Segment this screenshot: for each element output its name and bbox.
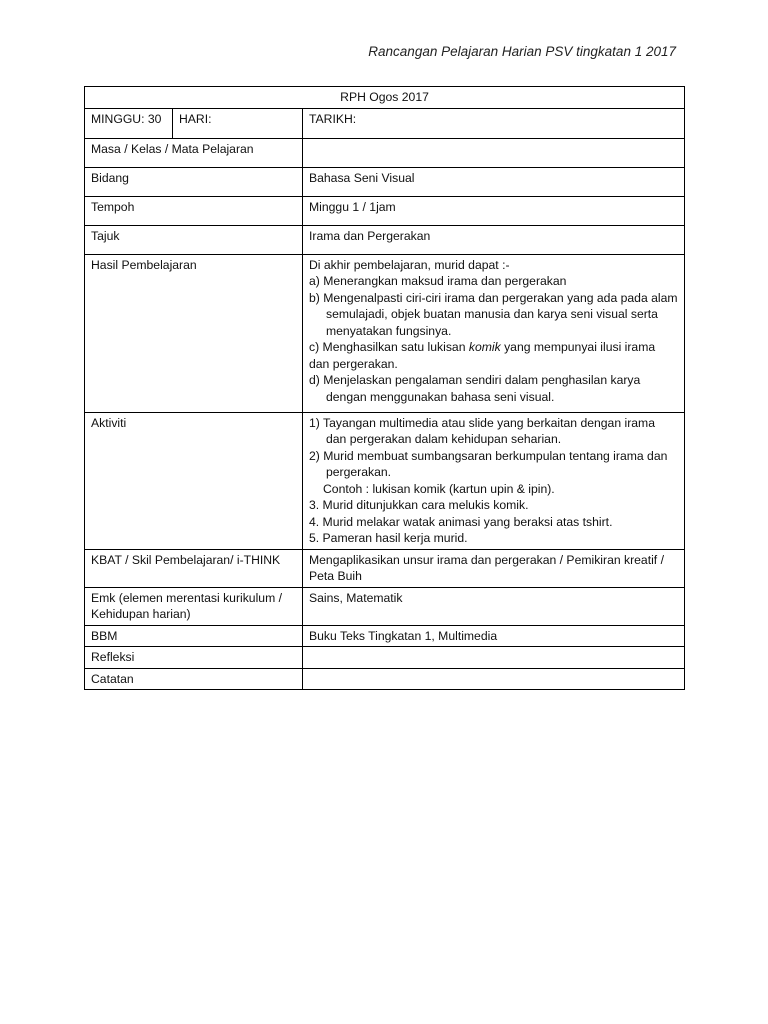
- aktiviti-contoh: Contoh : lukisan komik (kartun upin & ipin).: [323, 481, 555, 496]
- catatan-label: Catatan: [85, 668, 303, 690]
- hasil-item-a: a) Menerangkan maksud irama dan pergerakan: [309, 274, 567, 288]
- catatan-value: [303, 668, 685, 690]
- aktiviti-item-2: 2) Murid membuat sumbangsaran berkumpulan tentang irama dan pergerakan.: [309, 448, 668, 479]
- table-row: [85, 254, 685, 412]
- emk-value: Sains, Matematik: [303, 587, 685, 625]
- document-header: Rancangan Pelajaran Harian PSV tingkatan 1 2017: [368, 44, 676, 59]
- refleksi-value: [303, 647, 685, 669]
- hari-cell: HARI:: [173, 108, 303, 138]
- aktiviti-value: [303, 412, 685, 549]
- tempoh-value: Minggu 1 / 1jam: [303, 196, 685, 225]
- table-row: [85, 167, 685, 196]
- table-row: [85, 412, 685, 549]
- table-row: [85, 196, 685, 225]
- minggu-cell: MINGGU: 30: [85, 108, 173, 138]
- aktiviti-item-5: 5. Pameran hasil kerja murid.: [309, 531, 468, 545]
- masa-value: [303, 138, 685, 167]
- refleksi-label: Refleksi: [85, 647, 303, 669]
- table-row: [85, 587, 685, 625]
- tarikh-cell: TARIKH:: [303, 108, 685, 138]
- hasil-intro: Di akhir pembelajaran, murid dapat :-: [309, 257, 510, 272]
- aktiviti-item-3: 3. Murid ditunjukkan cara melukis komik.: [309, 498, 529, 512]
- bidang-label: Bidang: [85, 167, 303, 196]
- hasil-item-c-em: komik: [468, 340, 501, 354]
- kbat-label: KBAT / Skil Pembelajaran/ i-THINK: [85, 549, 303, 587]
- table-row: [85, 625, 685, 647]
- emk-label: Emk (elemen merentasi kurikulum / Kehidupan harian): [85, 587, 303, 625]
- tempoh-label: Tempoh: [85, 196, 303, 225]
- masa-label: Masa / Kelas / Mata Pelajaran: [85, 138, 303, 167]
- table-row: [85, 225, 685, 254]
- tajuk-label: Tajuk: [85, 225, 303, 254]
- hasil-item-d: d) Menjelaskan pengalaman sendiri dalam penghasilan karya dengan menggunakan bahasa seni visual.: [309, 373, 641, 404]
- aktiviti-item-4: 4. Murid melakar watak animasi yang beraksi atas tshirt.: [309, 514, 613, 529]
- table-row: [85, 549, 685, 587]
- bidang-value: Bahasa Seni Visual: [303, 167, 685, 196]
- hasil-item-c: [309, 339, 678, 372]
- hasil-item-c-post: yang mempunyai ilusi irama dan pergerakan.: [309, 340, 656, 371]
- hasil-label: Hasil Pembelajaran: [85, 254, 303, 412]
- aktiviti-item-1: 1) Tayangan multimedia atau slide yang berkaitan dengan irama dan pergerakan dalam kehidupan seharian.: [309, 415, 655, 446]
- rph-table: [84, 86, 685, 690]
- kbat-value: Mengaplikasikan unsur irama dan pergerakan / Pemikiran kreatif / Peta Buih: [303, 549, 685, 587]
- tajuk-value: Irama dan Pergerakan: [303, 225, 685, 254]
- table-title: RPH Ogos 2017: [85, 87, 685, 109]
- bbm-label: BBM: [85, 625, 303, 647]
- hasil-value: [303, 254, 685, 412]
- hasil-item-b: b) Mengenalpasti ciri-ciri irama dan pergerakan yang ada pada alam semulajadi, objek buatan manusia dan karya seni visual serta menyatakan fungsinya.: [309, 290, 678, 338]
- aktiviti-label: Aktiviti: [85, 412, 303, 549]
- table-row: [85, 138, 685, 167]
- bbm-value: Buku Teks Tingkatan 1, Multimedia: [303, 625, 685, 647]
- hasil-item-c-pre: c) Menghasilkan satu lukisan: [309, 340, 469, 354]
- table-row: [85, 647, 685, 669]
- table-row: [85, 668, 685, 690]
